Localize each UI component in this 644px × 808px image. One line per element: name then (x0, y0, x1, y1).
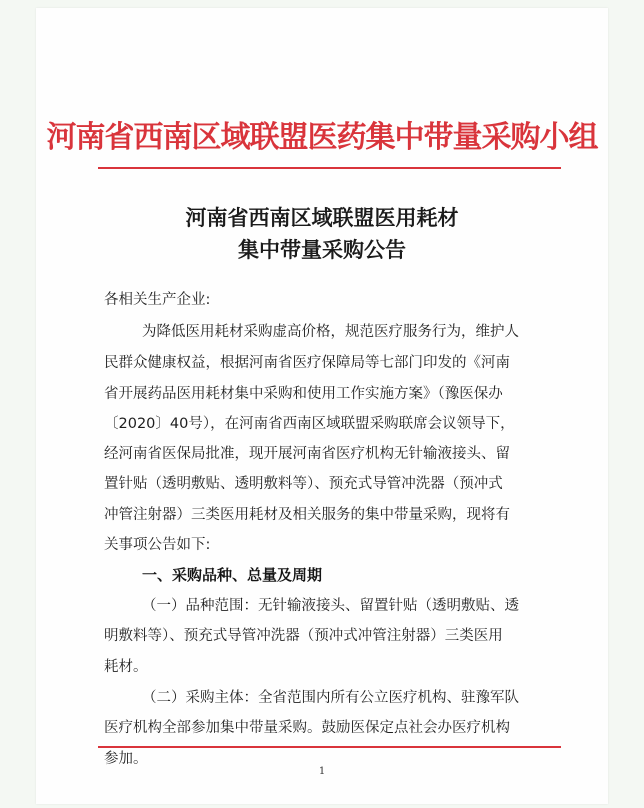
item1-line: 耗材。 (104, 659, 148, 675)
paragraph1-line: 经河南省医保局批准，现开展河南省医疗机构无针输液接头、留 (104, 446, 510, 462)
paragraph1-line: 〔2020〕40号），在河南省西南区域联盟采购联席会议领导下， (104, 416, 515, 432)
paragraph1-line: 冲管注射器）三类医用耗材及相关服务的集中带量采购，现将有 (104, 507, 510, 523)
document-title-line-1: 河南省西南区域联盟医用耗材 (185, 205, 459, 230)
paragraph1-line: 省开展药品医用耗材集中采购和使用工作实施方案》（豫医保办 (104, 386, 503, 402)
issuing-organization-header: 河南省西南区域联盟医药集中带量采购小组 (46, 120, 598, 155)
red-header-rule (98, 167, 561, 169)
section1-heading: 一、采购品种、总量及周期 (142, 566, 323, 584)
item2-line: 参加。 (104, 751, 148, 767)
paragraph1-line: 置针贴（透明敷贴、透明敷料等）、预充式导管冲洗器（预冲式 (104, 476, 503, 492)
paragraph1-line: 民群众健康权益，根据河南省医疗保障局等七部门印发的《河南 (104, 355, 510, 371)
paragraph1-line: 为降低医用耗材采购虚高价格，规范医疗服务行为，维护人 (142, 324, 519, 340)
item2-line: 医疗机构全部参加集中带量采购。鼓励医保定点社会办医疗机构 (104, 720, 510, 736)
document-title-line-2: 集中带量采购公告 (238, 237, 406, 262)
footer-rule (98, 746, 561, 748)
item1-line: （一）品种范围：无针输液接头、留置针贴（透明敷贴、透 (142, 598, 519, 614)
paragraph1-line: 关事项公告如下: (104, 537, 211, 553)
salutation: 各相关生产企业: (104, 292, 211, 308)
item1-line: 明敷料等）、预充式导管冲洗器（预冲式冲管注射器）三类医用 (104, 628, 503, 644)
page-number: 1 (318, 766, 326, 777)
item2-line: （二）采购主体：全省范围内所有公立医疗机构、驻豫军队 (142, 690, 519, 706)
